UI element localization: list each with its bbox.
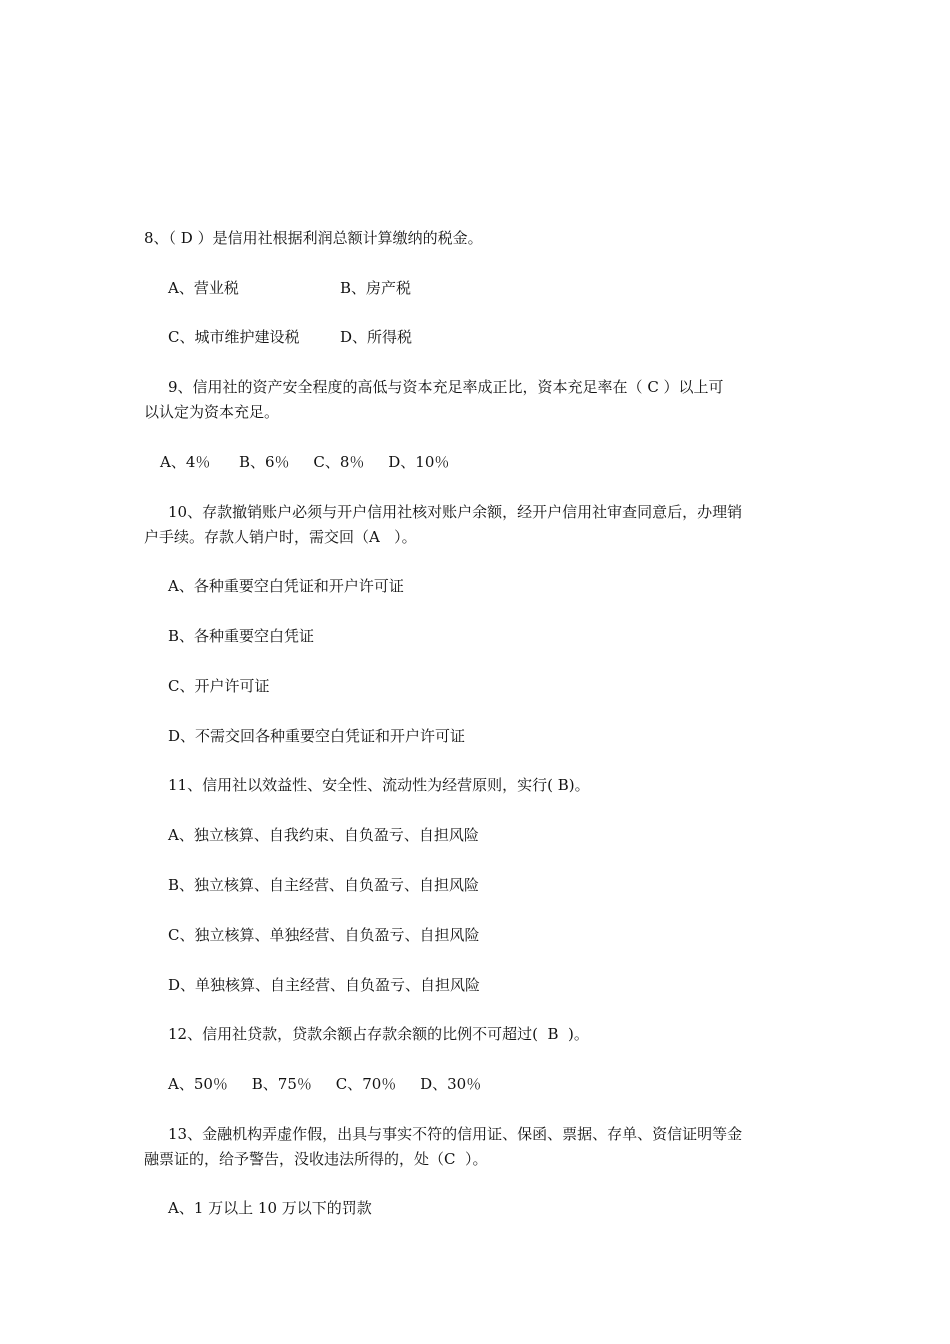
- option-11b: B、独立核算、自主经营、自负盈亏、自担风险: [168, 876, 480, 894]
- options-12: A、50％ B、75％ C、70％ D、30％: [168, 1075, 482, 1093]
- question-13-line-1: 13、金融机构弄虚作假，出具与事实不符的信用证、保函、票据、存单、资信证明等金: [168, 1125, 743, 1143]
- options-9: A、4％ B、6％ C、8％ D、10％: [160, 453, 450, 471]
- option-10d: D、不需交回各种重要空白凭证和开户许可证: [168, 727, 466, 745]
- question-12: 12、信用社贷款，贷款余额占存款余额的比例不可超过( B )。: [168, 1025, 589, 1043]
- option-8d: D、所得税: [340, 328, 413, 346]
- option-8a: A、营业税: [168, 279, 239, 297]
- option-11d: D、单独核算、自主经营、自负盈亏、自担风险: [168, 976, 481, 994]
- option-11a: A、独立核算、自我约束、自负盈亏、自担风险: [168, 826, 479, 844]
- option-11c: C、独立核算、单独经营、自负盈亏、自担风险: [168, 926, 480, 944]
- question-9-line-2: 以认定为资本充足。: [144, 403, 280, 421]
- question-10-line-2: 户手续。存款人销户时，需交回（A ）。: [144, 528, 417, 546]
- option-10a: A、各种重要空白凭证和开户许可证: [168, 577, 404, 595]
- question-10-line-1: 10、存款撤销账户必须与开户信用社核对账户余额，经开户信用社审查同意后，办理销: [168, 503, 743, 521]
- option-8b: B、房产税: [340, 279, 412, 297]
- option-10b: B、各种重要空白凭证: [168, 627, 315, 645]
- option-10c: C、开户许可证: [168, 677, 270, 695]
- option-13a: A、1 万以上 10 万以下的罚款: [168, 1199, 372, 1217]
- option-8c: C、城市维护建设税: [168, 328, 300, 346]
- question-11: 11、信用社以效益性、安全性、流动性为经营原则，实行( B)。: [168, 776, 590, 794]
- question-13-line-2: 融票证的，给予警告，没收违法所得的，处（C ）。: [144, 1150, 488, 1168]
- question-9-line-1: 9、信用社的资产安全程度的高低与资本充足率成正比，资本充足率在（ C ）以上可: [168, 378, 724, 396]
- question-8: 8、（ D ）是信用社根据利润总额计算缴纳的税金。: [144, 229, 483, 247]
